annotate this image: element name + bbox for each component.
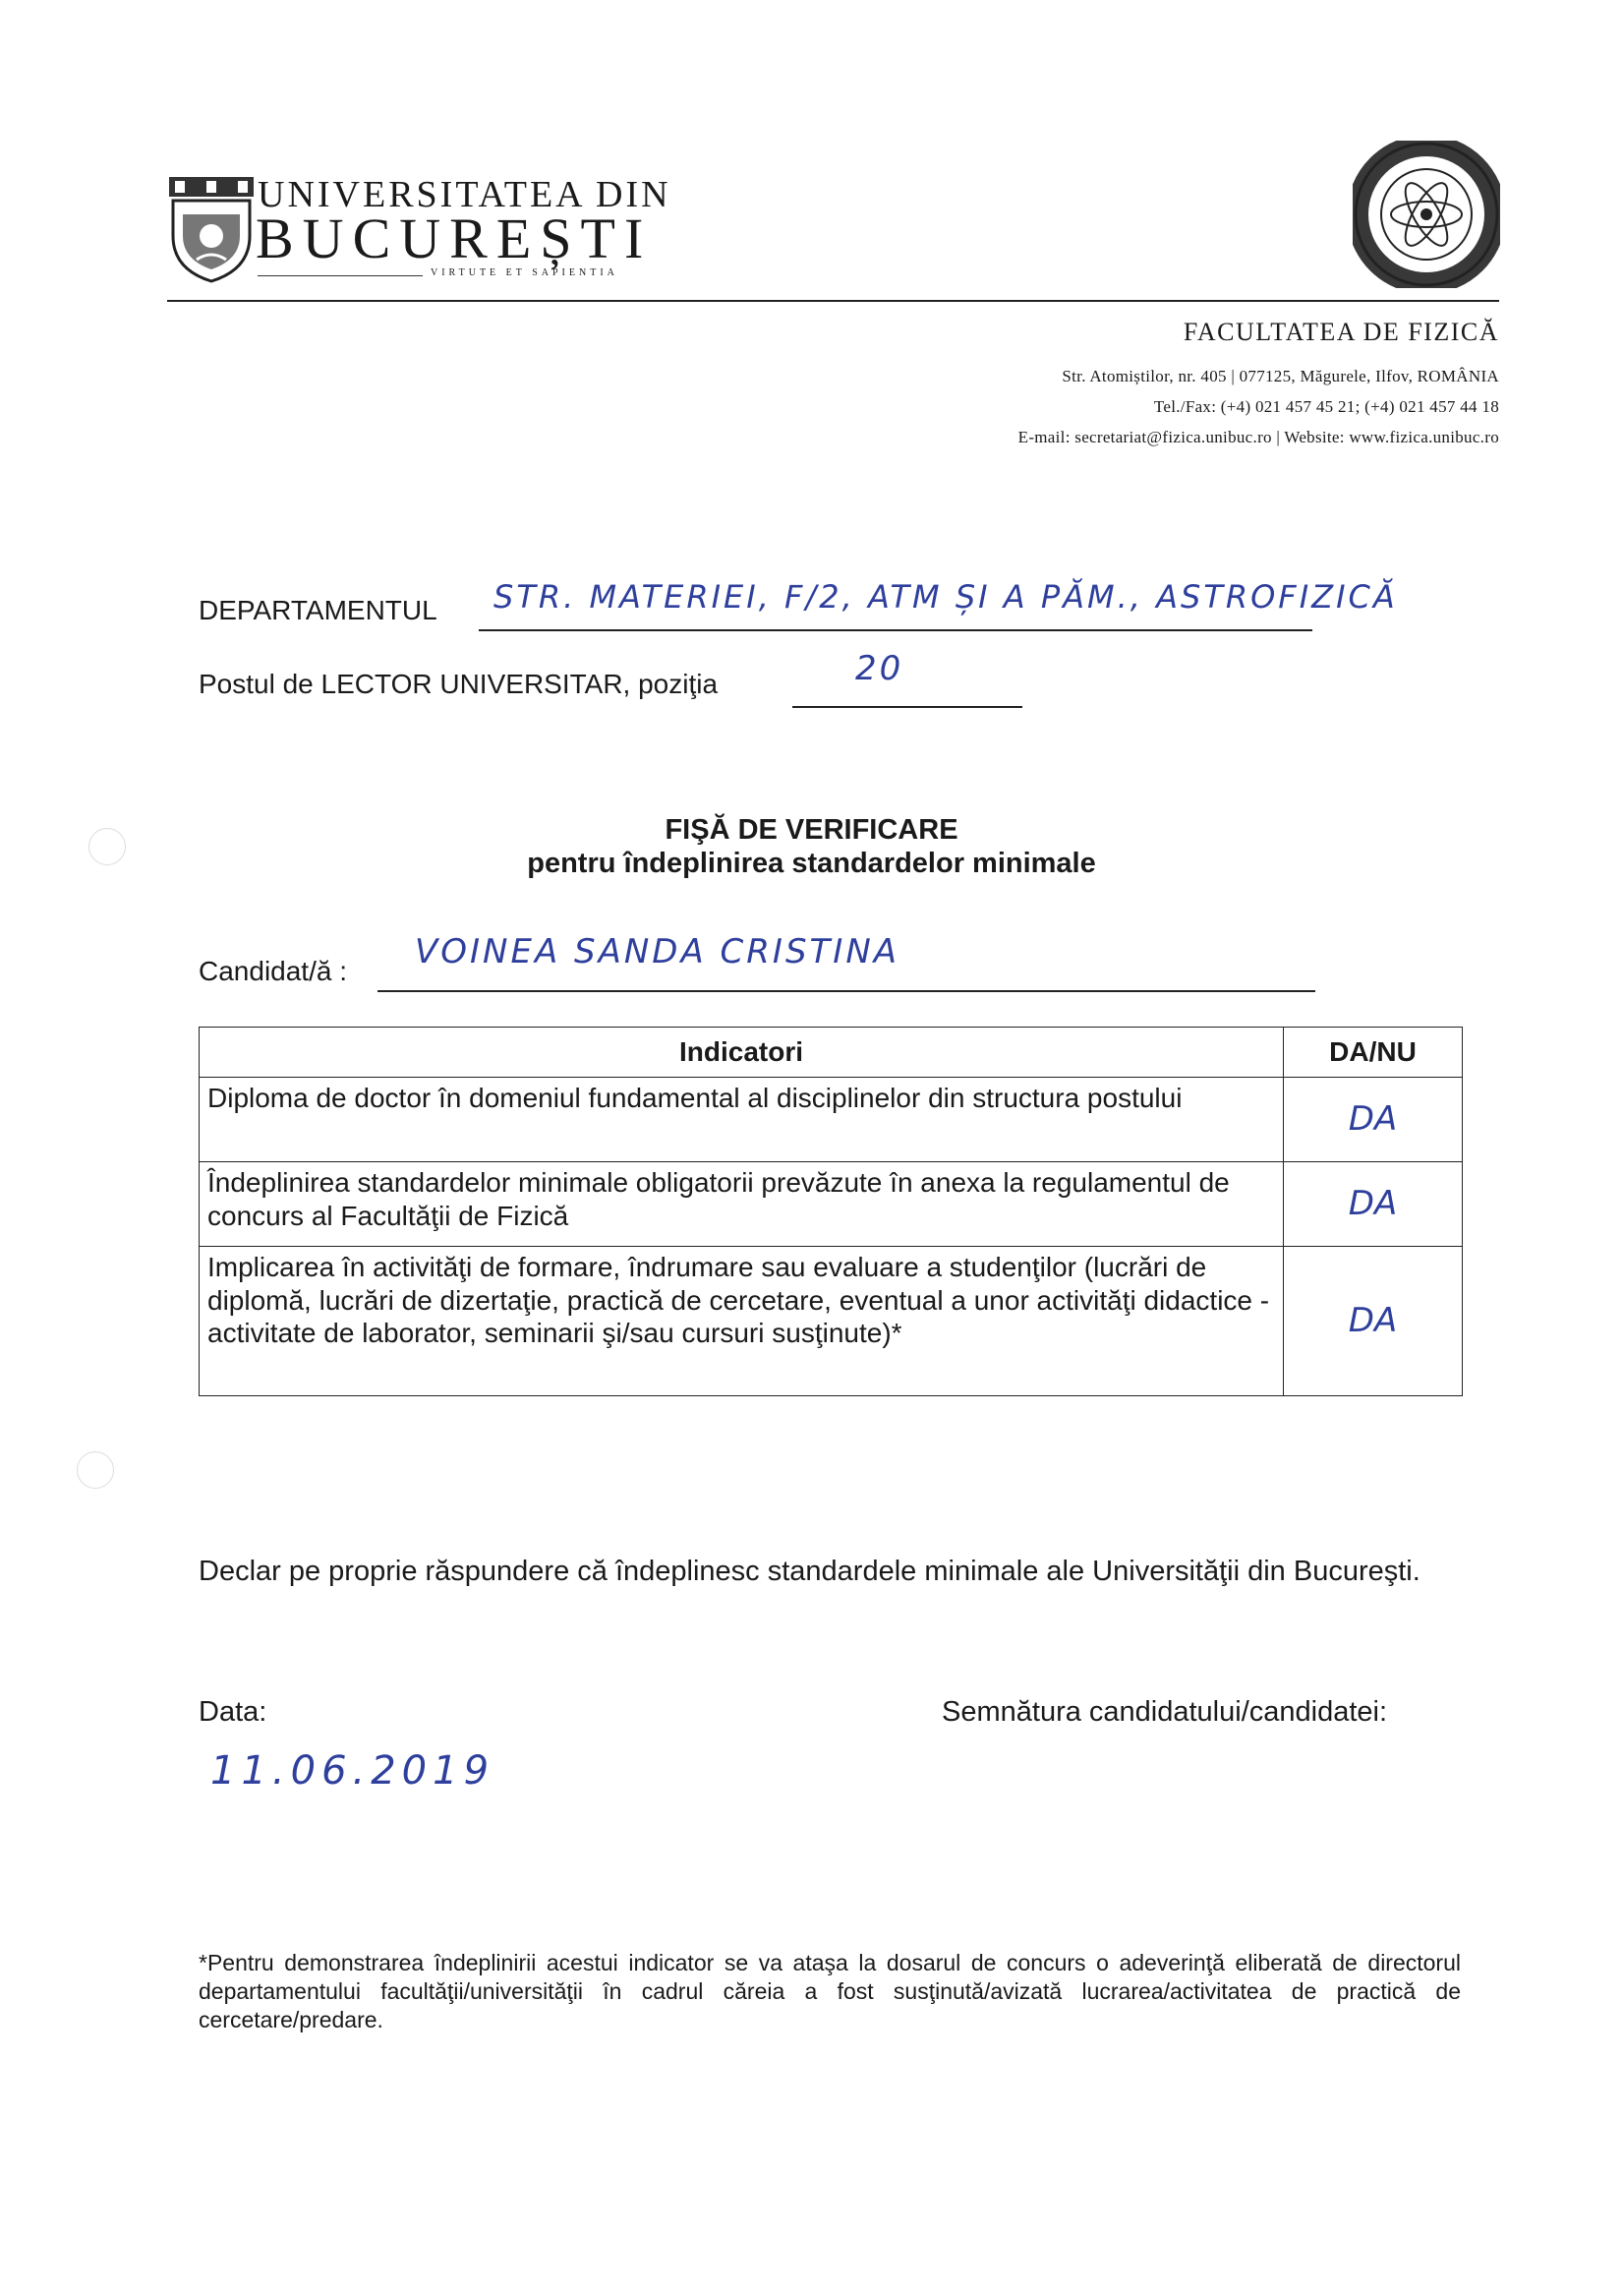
post-value: 20	[855, 649, 904, 688]
indicator-table	[199, 1027, 1463, 1396]
answer-value: DA	[1348, 1184, 1398, 1224]
date-label: Data:	[199, 1696, 267, 1728]
sheet-title: FIŞĂ DE VERIFICARE	[665, 814, 958, 846]
indicator-text: Diploma de doctor în domeniul fundamental al disciplinelor din structura postului	[200, 1078, 1284, 1162]
faculty-seal-icon	[1353, 141, 1500, 288]
post-label: Postul de LECTOR UNIVERSITAR, poziţia	[199, 669, 719, 699]
table-row	[200, 1247, 1463, 1396]
punch-hole	[88, 828, 126, 865]
date-value: 11.06.2019	[210, 1748, 495, 1794]
department-label: DEPARTAMENTUL	[199, 595, 437, 625]
column-header-da-nu: DA/NU	[1284, 1028, 1463, 1078]
table-row	[200, 1078, 1463, 1162]
faculty-name: FACULTATEA DE FIZICĂ	[1183, 318, 1499, 346]
answer-value: DA	[1348, 1099, 1398, 1140]
answer-value: DA	[1348, 1301, 1398, 1341]
footnote: *Pentru demonstrarea îndeplinirii acestui indicator se va ataşa la dosarul de concurs o adeverinţă eliberată de directorul departamentului facultăţii/universităţii în cadrul căreia a fost susţinută/avizată lucrarea/activitatea de practică de cercetare/predare.	[199, 1950, 1461, 2032]
candidate-value: VOINEA SANDA CRISTINA	[415, 932, 900, 971]
answer-cell[interactable]	[1284, 1247, 1463, 1396]
university-logo	[167, 175, 256, 283]
post-field[interactable]	[792, 677, 1022, 708]
university-motto: VIRTUTE ET SAPIENTIA	[431, 267, 618, 278]
faculty-phone: Tel./Fax: (+4) 021 457 45 21; (+4) 021 457 44 18	[1153, 397, 1499, 416]
faculty-contact: E-mail: secretariat@fizica.unibuc.ro | Website: www.fizica.unibuc.ro	[1017, 428, 1499, 446]
candidate-label: Candidat/ă :	[199, 956, 347, 986]
answer-cell[interactable]	[1284, 1162, 1463, 1247]
answer-cell[interactable]	[1284, 1078, 1463, 1162]
indicator-text: Îndeplinirea standardelor minimale obligatorii prevăzute în anexa la regulamentul de concurs al Facultăţii de Fizică	[200, 1162, 1284, 1247]
column-header-indicators: Indicatori	[200, 1028, 1284, 1078]
sheet-subtitle: pentru îndeplinirea standardelor minimale	[527, 848, 1096, 879]
indicator-text: Implicarea în activităţi de formare, îndrumare sau evaluare a studenţilor (lucrări de diplomă, lucrări de dizertaţie, practică de cercetare, eventual a unor activităţi didactice - activitate de laborator, seminarii şi/sau cursuri susţinute)*	[200, 1247, 1284, 1396]
university-name-line2: BUCUREȘTI	[256, 206, 653, 270]
punch-hole	[77, 1451, 114, 1489]
university-name-line1: UNIVERSITATEA DIN	[258, 174, 671, 215]
department-value: STR. MATERIEI, F/2, ATM ȘI A PĂM., ASTROFIZICĂ	[493, 578, 1398, 616]
signature-label: Semnătura candidatului/candidatei:	[942, 1696, 1388, 1728]
table-row	[200, 1162, 1463, 1247]
declaration-text: Declar pe proprie răspundere că îndeplinesc standardele minimale ale Universităţii din Bucureşti.	[199, 1556, 1420, 1587]
table-header-row	[200, 1028, 1463, 1078]
motto-rule	[258, 275, 423, 276]
header-rule	[167, 300, 1499, 302]
faculty-address: Str. Atomiștilor, nr. 405 | 077125, Măgurele, Ilfov, ROMÂNIA	[1062, 367, 1499, 385]
